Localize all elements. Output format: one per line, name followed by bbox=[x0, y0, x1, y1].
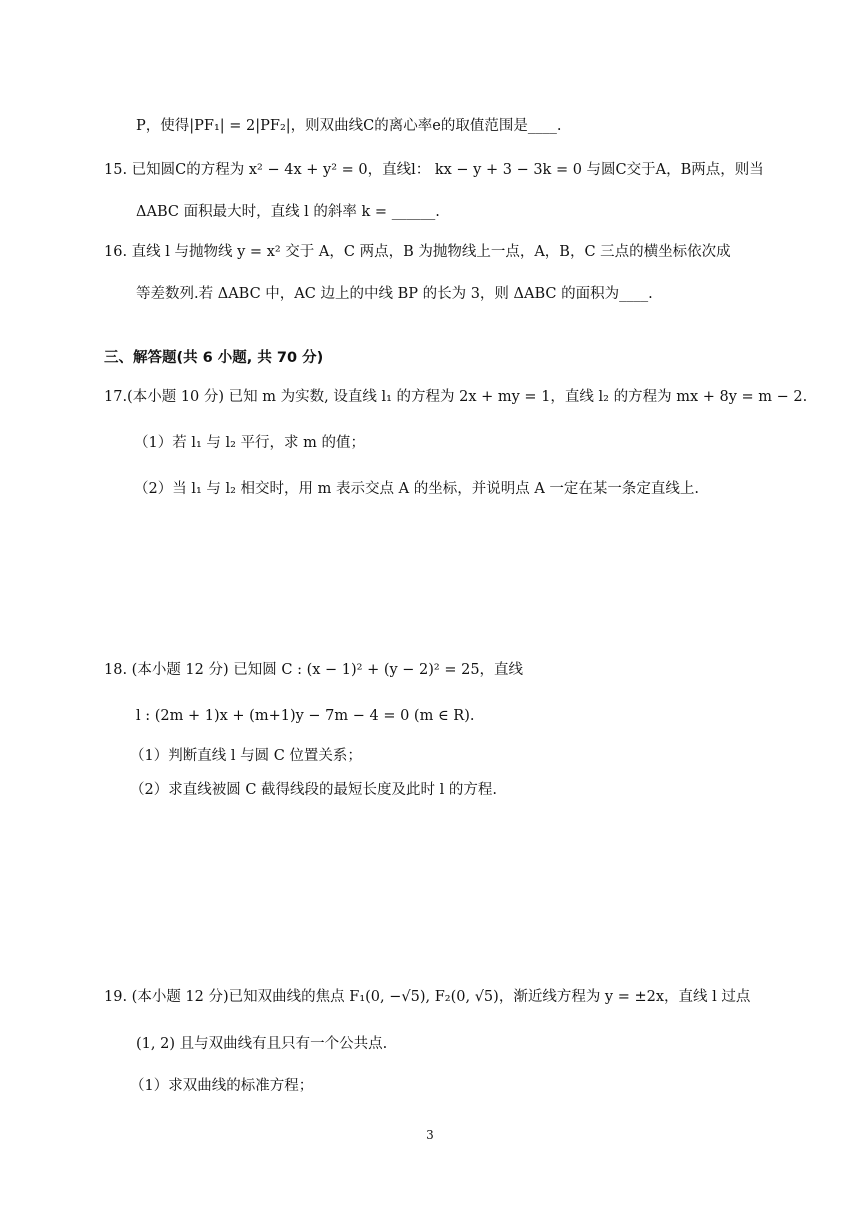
q18-part-1: （1）判断直线 l 与圆 C 位置关系； bbox=[130, 748, 362, 764]
q17-part-1: （1）若 l₁ 与 l₂ 平行，求 m 的值； bbox=[134, 435, 366, 451]
q18-part-2: （2）求直线被圆 C 截得线段的最短长度及此时 l 的方程. bbox=[130, 782, 498, 798]
q16-line-2: 等差数列.若 ΔABC 中，AC 边上的中线 BP 的长为 3，则 ΔABC 的面积为____. bbox=[136, 286, 653, 302]
q19-stem-line-1: 19. (本小题 12 分)已知双曲线的焦点 F₁(0, −√5), F₂(0, √5)，渐近线方程为 y = ±2x，直线 l 过点 bbox=[104, 989, 751, 1005]
q17-part-2: （2）当 l₁ 与 l₂ 相交时，用 m 表示交点 A 的坐标，并说明点 A 一定在某一条定直线上. bbox=[134, 481, 700, 497]
q19-part-1: （1）求双曲线的标准方程； bbox=[130, 1078, 314, 1094]
q14-continuation: P，使得|PF₁| = 2|PF₂|，则双曲线C的离心率e的取值范围是____. bbox=[136, 118, 562, 134]
q18-stem-line-1: 18. (本小题 12 分) 已知圆 C : (x − 1)² + (y − 2)² = 25，直线 bbox=[104, 662, 524, 678]
q15-line-2: ΔABC 面积最大时，直线 l 的斜率 k = ______. bbox=[136, 204, 440, 220]
q18-stem-line-2: l : (2m + 1)x + (m+1)y − 7m − 4 = 0 (m ∈ R). bbox=[136, 708, 475, 724]
page-number: 3 bbox=[426, 1128, 434, 1142]
q16-line-1: 16. 直线 l 与抛物线 y = x² 交于 A，C 两点，B 为抛物线上一点，A，B，C 三点的横坐标依次成 bbox=[104, 244, 731, 260]
section-3-title: 三、解答题(共 6 小题, 共 70 分) bbox=[104, 350, 324, 366]
q15-line-1: 15. 已知圆C的方程为 x² − 4x + y² = 0，直线l： kx − y + 3 − 3k = 0 与圆C交于A，B两点，则当 bbox=[104, 162, 764, 178]
q17-stem: 17.(本小题 10 分) 已知 m 为实数, 设直线 l₁ 的方程为 2x + my = 1，直线 l₂ 的方程为 mx + 8y = m − 2. bbox=[104, 389, 808, 405]
q19-stem-line-2: (1, 2) 且与双曲线有且只有一个公共点. bbox=[136, 1036, 388, 1052]
